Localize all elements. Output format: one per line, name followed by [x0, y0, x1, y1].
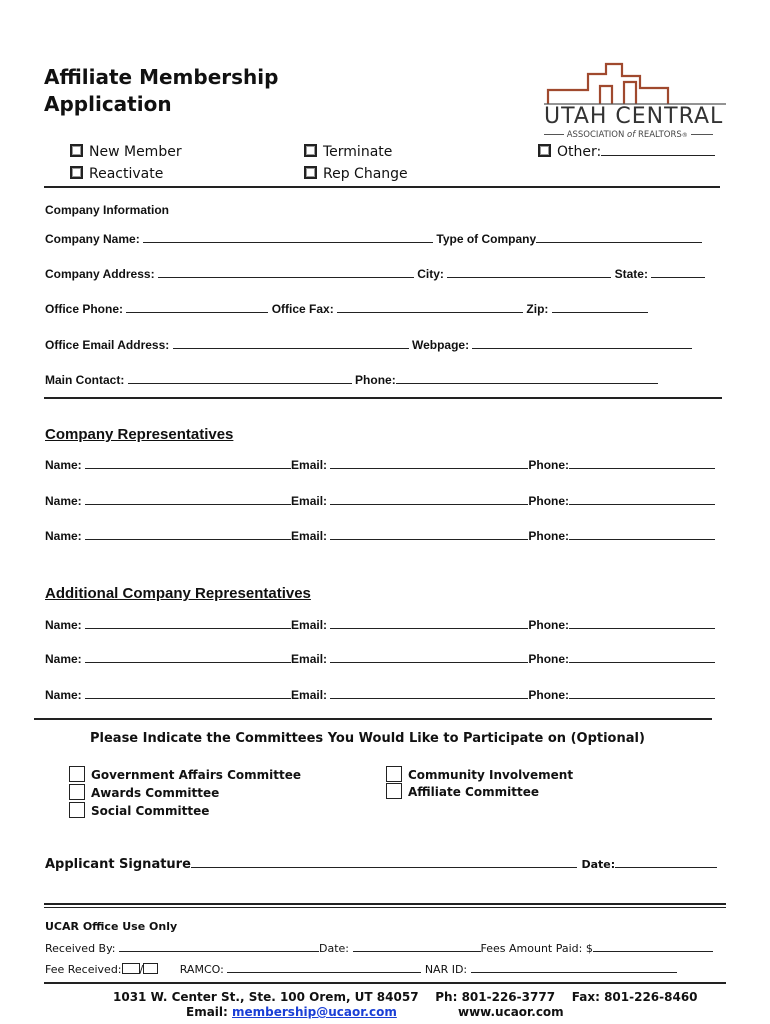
signature-row: [45, 855, 717, 872]
committee-awards[interactable]: Awards Committee: [69, 784, 219, 800]
main-contact-row: Main Contact: Phone:: [45, 373, 658, 387]
additional-rep-phone-input[interactable]: [569, 618, 715, 629]
checkbox-icon[interactable]: [70, 166, 83, 179]
rep-row: Name: Email: Phone:: [45, 458, 715, 472]
option-terminate[interactable]: Terminate: [304, 144, 392, 160]
company-address-input[interactable]: [158, 267, 414, 278]
logo-sub-association: ASSOCIATION: [566, 130, 625, 140]
additional-rep-row: Name: Email: Phone:: [45, 652, 715, 666]
main-contact-input[interactable]: [128, 373, 352, 384]
divider: [44, 982, 726, 984]
additional-rep-email-input[interactable]: [330, 652, 528, 663]
option-other[interactable]: Other:: [538, 144, 715, 160]
logo-registered-mark: ®: [681, 132, 688, 139]
committee-social[interactable]: Social Committee: [69, 802, 209, 818]
office-email-row: Office Email Address: Webpage:: [45, 338, 692, 352]
divider: [44, 903, 726, 905]
ucar-logo: [540, 60, 730, 142]
other-input[interactable]: [601, 145, 715, 156]
logo-sub-of: of: [627, 130, 636, 140]
fee-received-checkbox[interactable]: [122, 963, 140, 974]
rep-phone-input[interactable]: [569, 458, 715, 469]
rep-name-input[interactable]: [85, 458, 291, 469]
additional-rep-row: Name: Email: Phone:: [45, 688, 715, 702]
checkbox-icon[interactable]: [69, 802, 85, 818]
footer-email-label: Email:: [186, 1005, 228, 1019]
footer-contact: [113, 990, 698, 1004]
rep-row: Name: Email: Phone:: [45, 494, 715, 508]
committee-government-affairs[interactable]: Government Affairs Committee: [69, 766, 301, 782]
webpage-input[interactable]: [472, 338, 692, 349]
checkbox-icon[interactable]: [70, 144, 83, 157]
divider: [44, 186, 720, 188]
logo-name: UTAH CENTRAL: [544, 104, 724, 129]
rep-email-input[interactable]: [330, 529, 528, 540]
fee-received-checkbox[interactable]: [143, 963, 158, 974]
received-date-input[interactable]: [353, 941, 481, 952]
additional-rep-name-input[interactable]: [85, 688, 291, 699]
rep-row: Name: Email: Phone:: [45, 529, 715, 543]
option-new-member[interactable]: New Member: [70, 144, 182, 160]
page-title: [44, 64, 278, 118]
company-reps-heading: Company Representatives: [45, 426, 234, 443]
office-email-input[interactable]: [173, 338, 409, 349]
office-phone-row: Office Phone: Office Fax: Zip:: [45, 302, 648, 316]
company-name-row: Company Name: Type of Company: [45, 232, 702, 246]
company-address-row: Company Address: City: State:: [45, 267, 705, 281]
zip-input[interactable]: [552, 302, 648, 313]
type-of-company-input[interactable]: [536, 232, 702, 243]
signature-label: Applicant Signature: [45, 857, 191, 872]
additional-rep-email-input[interactable]: [330, 618, 528, 629]
logo-subtitle: [544, 130, 726, 140]
additional-rep-name-input[interactable]: [85, 652, 291, 663]
signature-date-input[interactable]: [615, 856, 717, 868]
committees-heading: Please Indicate the Committees You Would Like to Participate on (Optional): [90, 731, 645, 746]
footer-email-link[interactable]: membership@ucaor.com: [232, 1005, 397, 1019]
footer-website[interactable]: www.ucaor.com: [458, 1005, 564, 1019]
office-phone-input[interactable]: [126, 302, 268, 313]
footer-address: 1031 W. Center St., Ste. 100 Orem, UT 84057: [113, 990, 419, 1004]
additional-rep-name-input[interactable]: [85, 618, 291, 629]
city-input[interactable]: [447, 267, 611, 278]
additional-rep-email-input[interactable]: [330, 688, 528, 699]
company-info-heading: Company Information: [45, 203, 170, 217]
additional-rep-phone-input[interactable]: [569, 688, 715, 699]
footer-fax: Fax: 801-226-8460: [571, 990, 698, 1004]
main-contact-phone-input[interactable]: [396, 373, 658, 384]
additional-rep-row: Name: Email: Phone:: [45, 618, 715, 632]
signature-input[interactable]: [191, 855, 577, 868]
divider: [44, 397, 722, 399]
rep-email-input[interactable]: [330, 458, 528, 469]
office-received-row: Received By: Date: Fees Amount Paid: $: [45, 941, 713, 955]
signature-date-label: Date:: [581, 858, 616, 871]
committee-affiliate[interactable]: Affiliate Committee: [386, 783, 539, 799]
rep-name-input[interactable]: [85, 529, 291, 540]
rep-phone-input[interactable]: [569, 494, 715, 505]
option-rep-change[interactable]: Rep Change: [304, 166, 408, 182]
option-reactivate[interactable]: Reactivate: [70, 166, 163, 182]
footer-email-row: [186, 1005, 397, 1019]
office-fee-row: Fee Received: / RAMCO: NAR ID:: [45, 962, 677, 976]
divider: [44, 907, 726, 908]
additional-reps-heading: Additional Company Representatives: [45, 585, 311, 602]
checkbox-icon[interactable]: [538, 144, 551, 157]
checkbox-icon[interactable]: [386, 783, 402, 799]
checkbox-icon[interactable]: [304, 166, 317, 179]
fees-amount-input[interactable]: [593, 941, 713, 952]
logo-sub-realtors: REALTORS: [637, 130, 682, 140]
rep-email-input[interactable]: [330, 494, 528, 505]
divider: [34, 718, 712, 720]
checkbox-icon[interactable]: [386, 766, 402, 782]
footer-phone: Ph: 801-226-3777: [435, 990, 556, 1004]
checkbox-icon[interactable]: [69, 784, 85, 800]
office-fax-input[interactable]: [337, 302, 523, 313]
rep-name-input[interactable]: [85, 494, 291, 505]
nar-id-input[interactable]: [471, 962, 677, 973]
title-line-1: Affiliate Membership: [44, 65, 279, 89]
committee-community-involvement[interactable]: Community Involvement: [386, 766, 573, 782]
rep-phone-input[interactable]: [569, 529, 715, 540]
ramco-input[interactable]: [227, 962, 421, 973]
title-line-2: Application: [44, 92, 172, 116]
checkbox-icon[interactable]: [304, 144, 317, 157]
company-name-input[interactable]: [143, 232, 433, 243]
received-by-input[interactable]: [119, 941, 319, 952]
office-use-heading: UCAR Office Use Only: [45, 920, 178, 933]
state-input[interactable]: [651, 267, 705, 278]
checkbox-icon[interactable]: [69, 766, 85, 782]
additional-rep-phone-input[interactable]: [569, 652, 715, 663]
